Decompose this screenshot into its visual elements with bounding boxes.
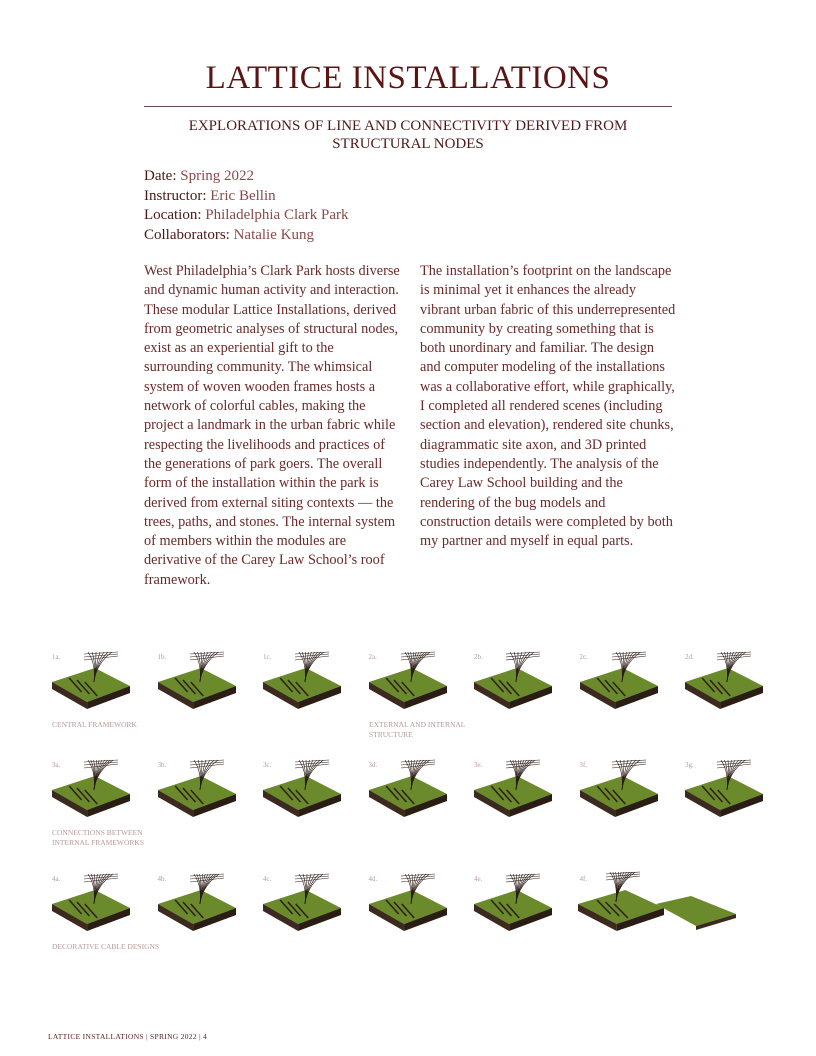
study-thumbnail	[48, 870, 148, 942]
study-model-render	[48, 756, 148, 828]
study-thumbnail	[154, 870, 254, 942]
study-model-grid	[48, 648, 768, 968]
study-model-render	[154, 648, 254, 720]
study-thumbnail	[48, 648, 148, 720]
study-model-render	[470, 648, 570, 720]
page-title: LATTICE INSTALLATIONS	[205, 60, 611, 96]
project-meta	[144, 167, 349, 245]
study-label: 4f.	[579, 875, 588, 883]
study-label: 3g.	[685, 761, 694, 769]
caption-decorative: DECORATIVE CABLE DESIGNS	[52, 942, 160, 951]
caption-central-framework: CENTRAL FRAMEWORK	[52, 720, 137, 729]
page-footer: LATTICE INSTALLATIONS | SPRING 2022 | 4	[48, 1032, 208, 1041]
meta-instructor-label: Instructor:	[144, 187, 207, 204]
meta-date-value: Spring 2022	[180, 168, 254, 184]
study-label: 3c.	[263, 761, 272, 769]
study-thumbnail	[470, 756, 570, 828]
meta-location-value: Philadelphia Clark Park	[205, 207, 349, 223]
study-label: 3b.	[157, 761, 167, 769]
study-label: 1c.	[263, 653, 272, 661]
meta-date-label: Date:	[144, 168, 177, 184]
study-thumbnail	[365, 870, 465, 942]
study-label: 3e.	[474, 761, 483, 769]
study-model-render	[576, 756, 676, 828]
study-model-render	[259, 870, 359, 942]
page-subtitle: EXPLORATIONS OF LINE AND CONNECTIVITY DERIVED FROM STRUCTURAL NODES	[188, 118, 628, 152]
study-thumbnail	[259, 870, 359, 942]
study-thumbnail	[259, 756, 359, 828]
meta-collaborators-label: Collaborators:	[144, 226, 230, 243]
study-thumbnail	[470, 648, 570, 720]
study-label: 2d.	[685, 653, 694, 661]
study-thumbnail	[365, 756, 465, 828]
study-thumbnail	[154, 756, 254, 828]
study-model-render	[259, 648, 359, 720]
meta-collaborators-value: Natalie Kung	[233, 226, 314, 243]
study-label: 3a.	[52, 761, 61, 769]
study-thumbnail	[681, 756, 781, 828]
study-label: 2c.	[579, 653, 588, 661]
study-label: 1a.	[52, 653, 61, 661]
study-model-render	[48, 870, 148, 942]
study-thumbnail	[576, 756, 676, 828]
study-thumbnail	[576, 870, 736, 942]
study-model-render	[576, 870, 736, 942]
body-column-2: The installation’s footprint on the landscape is minimal yet it enhances the already vibrant urban fabric of this underrepresented community by creating something that is both unordinary and familiar. The design and computer modeling of the installations was a collaborative effort, while graphically, I completed all rendered scenes (including section and elevation), rendered site chunks, diagrammatic site axon, and 3D printed studies independently. The analysis of the Carey Law School building and the rendering of the bug models and construction details were completed by both my partner and myself in equal parts.	[420, 263, 676, 550]
title-divider	[144, 106, 672, 107]
meta-collaborators	[144, 226, 349, 246]
study-label: 3d.	[368, 761, 378, 769]
study-thumbnail	[576, 648, 676, 720]
study-label: 4e.	[474, 875, 483, 883]
study-model-render	[681, 756, 781, 828]
study-label: 4d.	[368, 875, 378, 883]
study-label: 4b.	[157, 875, 167, 883]
study-thumbnail	[365, 648, 465, 720]
study-thumbnail	[470, 870, 570, 942]
study-model-render	[681, 648, 781, 720]
study-model-render	[259, 756, 359, 828]
study-label: 2b.	[474, 653, 483, 661]
meta-instructor	[144, 187, 349, 207]
study-model-render	[365, 756, 465, 828]
study-thumbnail	[48, 756, 148, 828]
meta-location-label: Location:	[144, 207, 202, 223]
study-model-render	[576, 648, 676, 720]
study-model-render	[48, 648, 148, 720]
study-label: 2a.	[368, 653, 377, 661]
study-model-render	[470, 756, 570, 828]
meta-instructor-value: Eric Bellin	[210, 187, 276, 204]
study-model-render	[365, 648, 465, 720]
study-label: 3f.	[579, 761, 588, 769]
caption-connections: CONNECTIONS BETWEEN INTERNAL FRAMEWORKS	[52, 828, 145, 847]
study-model-render	[154, 756, 254, 828]
study-label: 4c.	[263, 875, 272, 883]
study-label: 1b.	[157, 653, 167, 661]
meta-date	[144, 167, 349, 187]
body-column-1: West Philadelphia’s Clark Park hosts diverse and dynamic human activity and interaction. These modular Lattice Installations, derived from geometric analyses of structural nodes, exist as an experiential gift to the surrounding community. The whimsical system of woven wooden frames hosts a network of colorful cables, making the project a landmark in the urban fabric while respecting the livelihoods and practices of the generations of park goers. The overall form of the installation within the park is derived from external siting contexts — the trees, paths, and stones. The internal system of members within the modules are derivative of the Carey Law School’s roof framework.	[144, 263, 400, 588]
meta-location	[144, 206, 349, 226]
study-label: 4a.	[52, 875, 61, 883]
study-model-render	[154, 870, 254, 942]
study-thumbnail	[681, 648, 781, 720]
study-thumbnail	[154, 648, 254, 720]
caption-external-internal: EXTERNAL AND INTERNAL STRUCTURE	[369, 720, 466, 739]
study-model-render	[470, 870, 570, 942]
study-thumbnail	[259, 648, 359, 720]
study-model-render	[365, 870, 465, 942]
